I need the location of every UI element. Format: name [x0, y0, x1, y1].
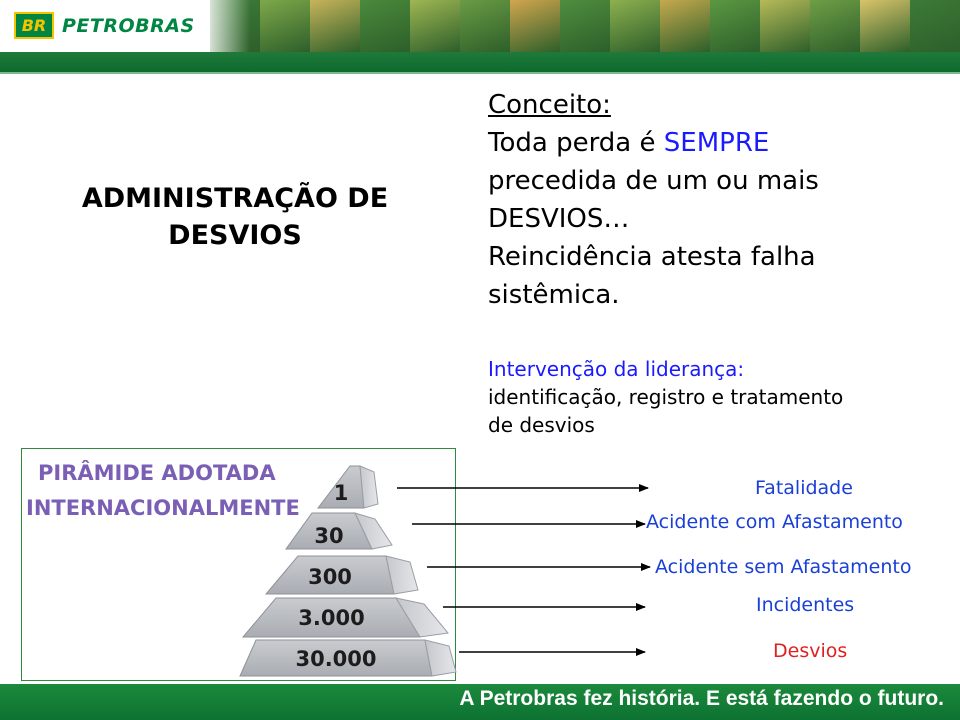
pyramid-category-label: Desvios [773, 640, 848, 662]
concept-line-1-text: Toda perda é [488, 128, 664, 158]
concept-line-5: sistêmica. [488, 280, 620, 310]
pyramid-level-value: 30.000 [295, 647, 377, 671]
concept-line-4: Reincidência atesta falha [488, 242, 816, 272]
pyramid-level-value: 300 [308, 565, 352, 589]
slide-title-line-1: ADMINISTRAÇÃO DE [81, 183, 389, 214]
pyramid-level-value: 1 [333, 481, 349, 505]
br-logo-badge: BR [14, 12, 54, 39]
intervention-line-1: identificação, registro e tratamento [488, 385, 844, 409]
pyramid-category-label: Acidente sem Afastamento [655, 556, 912, 578]
petrobras-logo [0, 0, 250, 52]
pyramid-title-line-2: INTERNACIONALMENTE [26, 496, 300, 520]
pyramid-level-value: 30 [314, 524, 344, 548]
pyramid-category-label: Fatalidade [755, 477, 853, 499]
intervention-line-2: de desvios [488, 413, 595, 437]
pyramid-level-value: 3.000 [298, 606, 365, 630]
pyramid-category-label: Acidente com Afastamento [646, 511, 903, 533]
slide-footer [0, 684, 960, 720]
brand-name: PETROBRAS [62, 15, 195, 37]
concept-line-2: precedida de um ou mais [488, 166, 819, 196]
pyramid-title-line-1: PIRÂMIDE ADOTADA [38, 461, 276, 485]
slide-title-line-2: DESVIOS [168, 220, 302, 251]
concept-heading: Conceito: [488, 90, 611, 120]
footer-slogan: A Petrobras fez história. E está fazendo o futuro. [459, 687, 944, 710]
concept-line-3: DESVIOS… [488, 204, 630, 234]
intervention-lead: Intervenção da liderança: [488, 357, 745, 381]
concept-highlight: SEMPRE [663, 128, 770, 158]
pyramid-category-label: Incidentes [756, 594, 855, 616]
